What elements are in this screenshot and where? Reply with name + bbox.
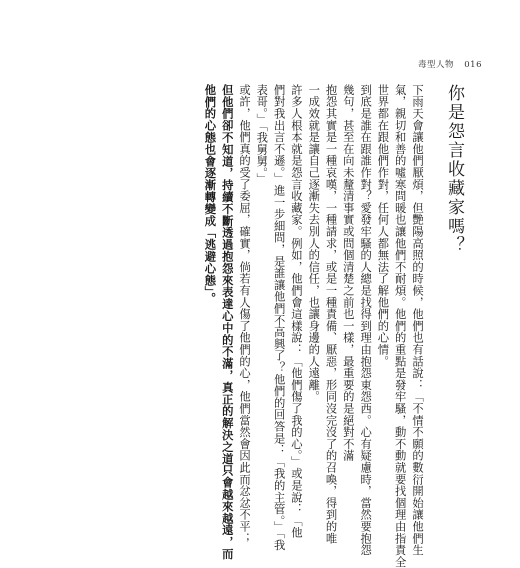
text-column: 許多人根本就是怨言收藏家。例如，他們會這樣說：「他們傷了我的心。」或是說：「他 bbox=[289, 84, 303, 539]
text-column: 幾句，甚至在向未釐清事實或問個清楚之前也一樣，最重要的是絕對不滿 bbox=[341, 84, 355, 462]
text-column: 一成效就是讓自己逐漸失去別人的信任，也讓身邊的人遠離。 bbox=[307, 84, 321, 403]
text-column-emphasis: 但他們卻不知道，持續不斷透過抱怨來表達心中的不滿，真正的解決之道只會越來越遠，而 bbox=[220, 84, 235, 560]
chapter-title: 你是怨言收藏家嗎？ bbox=[444, 84, 464, 255]
running-head-title: 毒型人物 bbox=[418, 60, 455, 70]
text-column: 世界都在跟他們作對，任何人都無法了解他們的心情。 bbox=[376, 84, 390, 368]
text-column: 表哥。」「我舅舅。」 bbox=[255, 84, 269, 186]
text-column: 氣，親切和善的噓寒問暖也讓他們不耐煩。他們的重點是發牢騷，動不動就要找個理由指責全 bbox=[393, 84, 407, 568]
text-column: 到底是誰在跟誰作對？愛發牢騷的人總是找得到理由抱怨東怨西。心有疑慮時，當然要抱怨 bbox=[359, 84, 373, 556]
running-head bbox=[418, 58, 482, 70]
text-column: 們對我出言不遜。」進一步細問，是誰讓他們不高興了？他們的回答是：「我的主管。」「我 bbox=[272, 84, 286, 551]
vertical-text-block bbox=[110, 84, 464, 568]
text-column: 或許，他們真的受了委屈，確實，倘若有人傷了他們的心，他們當然會因此而忿忿不平； bbox=[238, 84, 252, 545]
page-number: 016 bbox=[464, 60, 482, 70]
text-column-emphasis: 他們的心態也會逐漸轉變成「逃避心態」。 bbox=[203, 84, 218, 305]
text-column: 抱怨其實是一種哀嘆，一種請求，或是一種責備、厭惡，形同沒完沒了的召喚，得到的唯 bbox=[324, 84, 338, 545]
text-column: 下雨天會讓他們厭煩，但艷陽高照的時候，他們也有話說：「不情不願的數衍開始讓他們生 bbox=[411, 84, 424, 556]
